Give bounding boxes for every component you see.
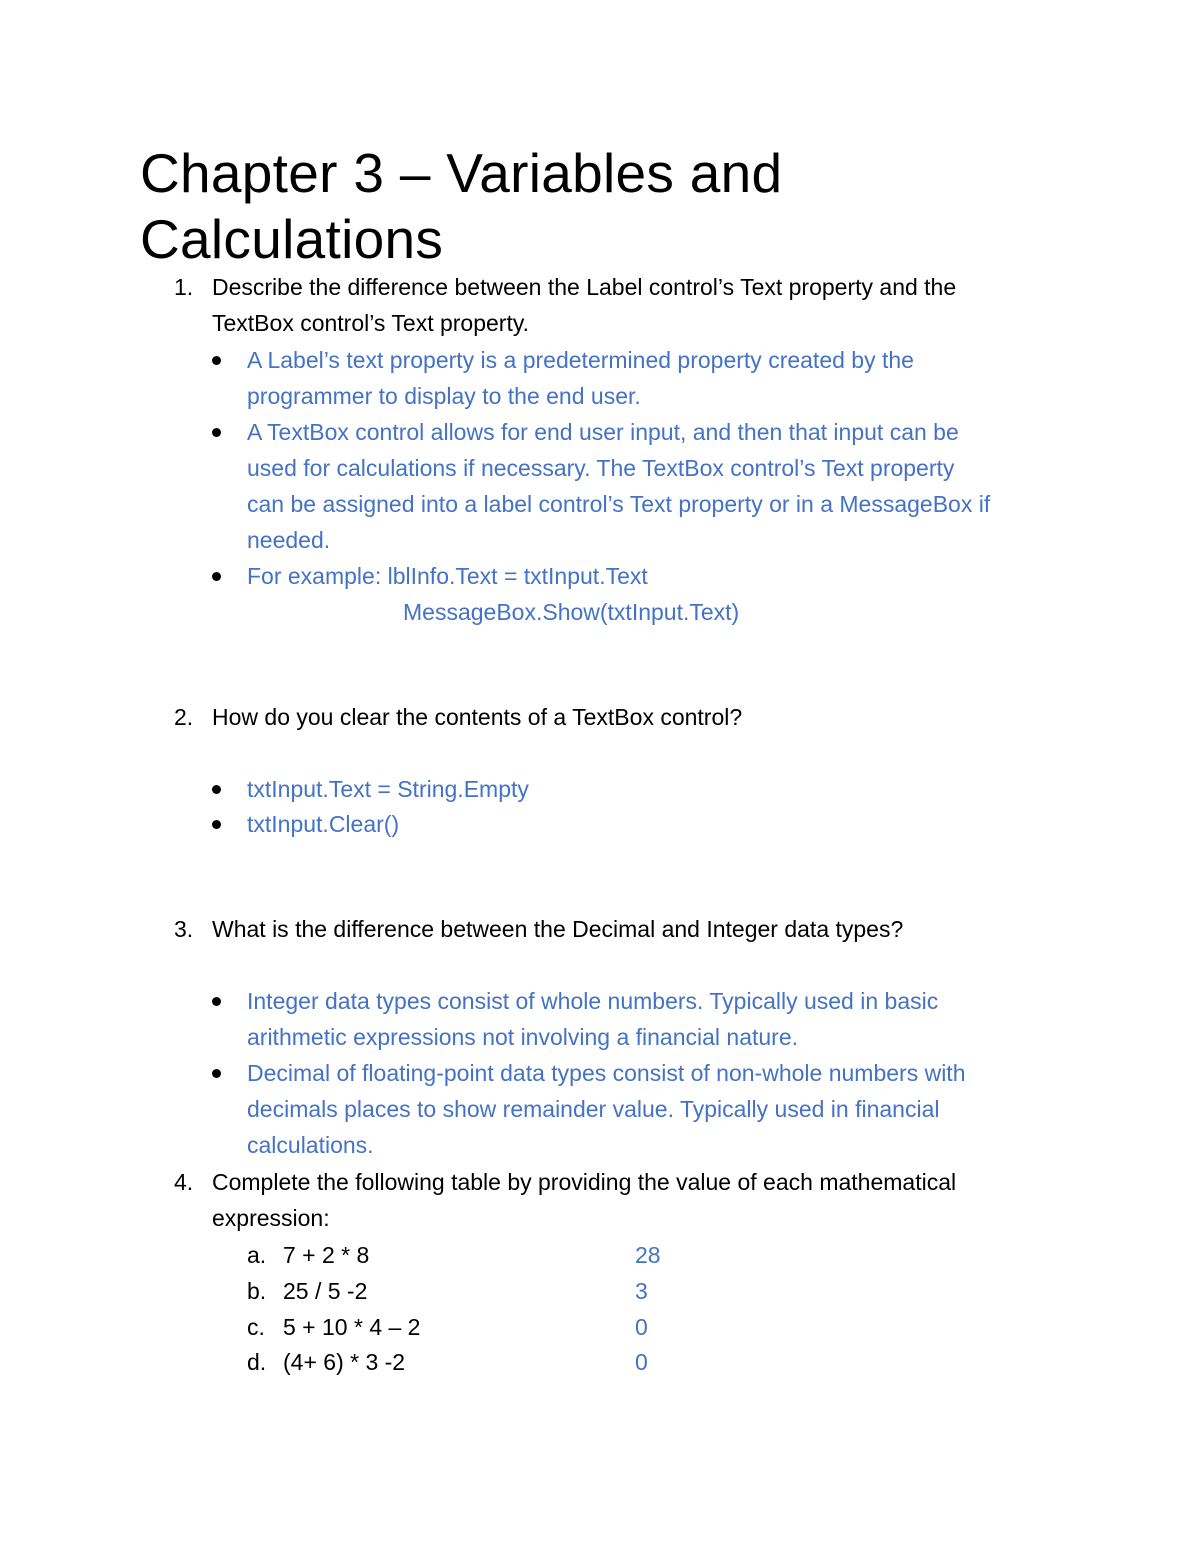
question-2-text: How do you clear the contents of a TextBox control? [212, 704, 743, 730]
question-4-number: 4. [174, 1169, 194, 1195]
bullet-icon [212, 572, 221, 581]
question-2-number: 2. [174, 704, 194, 730]
answer-1-2-line-4: needed. [247, 527, 331, 553]
expression-d: (4+ 6) * 3 -2 [283, 1349, 406, 1375]
question-4-text-line-2: expression: [212, 1205, 330, 1231]
expression-b-value: 3 [635, 1278, 648, 1304]
question-1-number: 1. [174, 274, 194, 300]
answer-2-1: txtInput.Text = String.Empty [247, 776, 529, 802]
answer-1-1-line-1: A Label’s text property is a predetermined property created by the [247, 347, 914, 373]
question-1-text-line-1: Describe the difference between the Label control’s Text property and the [212, 274, 957, 300]
expression-d-value: 0 [635, 1349, 648, 1375]
answer-1-1-line-2: programmer to display to the end user. [247, 383, 641, 409]
expression-a-value: 28 [635, 1242, 661, 1268]
answer-2-2: txtInput.Clear() [247, 811, 400, 837]
answer-3-1-line-2: arithmetic expressions not involving a financial nature. [247, 1024, 799, 1050]
expression-c-letter: c. [247, 1314, 265, 1340]
question-1-text-line-2: TextBox control’s Text property. [212, 310, 530, 336]
answer-1-2-line-1: A TextBox control allows for end user input, and then that input can be [247, 419, 959, 445]
expression-a: 7 + 2 * 8 [283, 1242, 370, 1268]
expression-a-letter: a. [247, 1242, 267, 1268]
answer-3-2-line-3: calculations. [247, 1132, 374, 1158]
question-4-text-line-1: Complete the following table by providing the value of each mathematical [212, 1169, 957, 1195]
bullet-icon [212, 356, 221, 365]
bullet-icon [212, 428, 221, 437]
bullet-icon [212, 820, 221, 829]
expression-c-value: 0 [635, 1314, 648, 1340]
expression-c: 5 + 10 * 4 – 2 [283, 1314, 421, 1340]
expression-b: 25 / 5 -2 [283, 1278, 368, 1304]
question-3-text: What is the difference between the Decimal and Integer data types? [212, 916, 904, 942]
answer-1-2-line-3: can be assigned into a label control’s Text property or in a MessageBox if [247, 491, 991, 517]
title-line-2: Calculations [140, 208, 444, 270]
title-line-1: Chapter 3 – Variables and [140, 142, 783, 204]
question-3-number: 3. [174, 916, 194, 942]
bullet-icon [212, 997, 221, 1006]
bullet-icon [212, 785, 221, 794]
answer-3-2-line-1: Decimal of floating-point data types consist of non-whole numbers with [247, 1060, 966, 1086]
answer-3-1-line-1: Integer data types consist of whole numbers. Typically used in basic [247, 988, 939, 1014]
answer-1-3-line-1: For example: lblInfo.Text = txtInput.Text [247, 563, 648, 589]
bullet-icon [212, 1069, 221, 1078]
page-title [140, 140, 1040, 272]
expression-b-letter: b. [247, 1278, 267, 1304]
answer-1-3-line-2: MessageBox.Show(txtInput.Text) [403, 599, 740, 625]
expression-d-letter: d. [247, 1349, 267, 1375]
answer-3-2-line-2: decimals places to show remainder value. Typically used in financial [247, 1096, 940, 1122]
answer-1-2-line-2: used for calculations if necessary. The TextBox control’s Text property [247, 455, 955, 481]
